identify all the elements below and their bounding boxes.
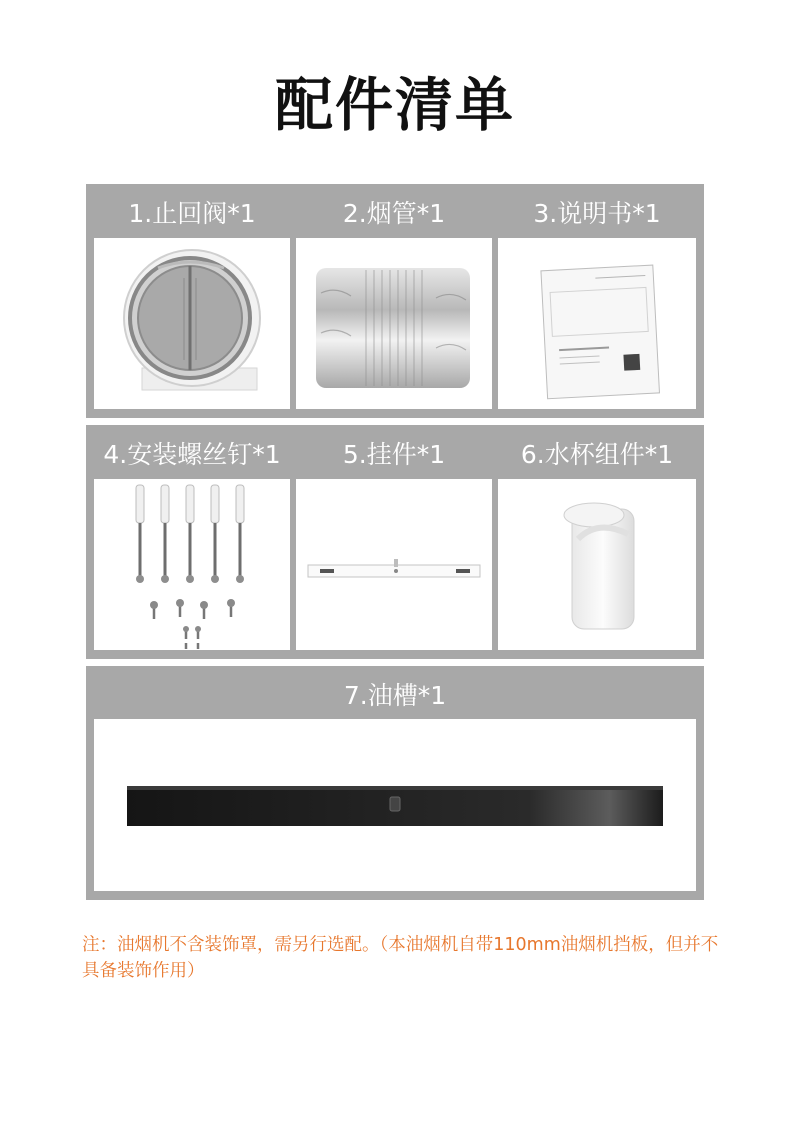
screws-image [94, 479, 290, 650]
item-label-manual: 3.说明书*1 [533, 199, 661, 228]
item-label-duct: 2.烟管*1 [342, 199, 446, 228]
item-label-check-valve: 1.止回阀*1 [128, 199, 256, 228]
water-cup-image [498, 479, 696, 650]
item-label-oil-tray: 7.油槽*1 [343, 681, 447, 710]
item-label-screws: 4.安装螺丝钉*1 [103, 440, 281, 469]
item-label-hanger: 5.挂件*1 [342, 440, 446, 469]
item-label-water-cup: 6.水杯组件*1 [520, 440, 674, 469]
page-title: 配件清单 [274, 71, 515, 139]
accessory-note: 注：油烟机不含装饰罩，需另行选配。（本油烟机自带110mm油烟机挡板，但并不具备装饰作用） [82, 935, 719, 981]
manual-image [498, 238, 696, 409]
check-valve-image [94, 238, 290, 409]
hanger-image [296, 479, 492, 650]
duct-image [296, 238, 492, 409]
oil-tray-image [94, 719, 696, 891]
